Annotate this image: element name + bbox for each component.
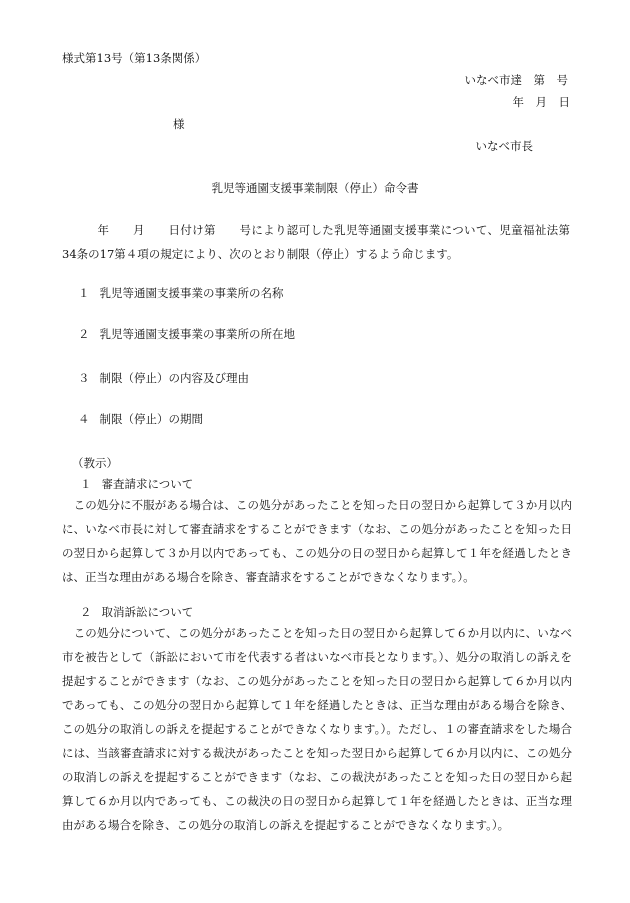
kyoji-title: 取消訴訟について [101,605,194,619]
kyoji-section-title [80,476,193,492]
item-number: ２ [78,327,90,341]
issuer: いなべ市長 [475,139,533,153]
item-label: 制限（停止）の内容及び理由 [99,371,249,385]
list-item [78,285,284,301]
item-number: ３ [78,371,90,385]
item-number: ４ [78,412,90,426]
item-label: 乳児等通園支援事業の事業所の名称 [99,286,284,300]
issue-date: 年 月 日 [512,95,570,109]
kyoji-heading: （教示） [72,456,118,470]
item-label: 乳児等通園支援事業の事業所の所在地 [99,327,295,341]
kyoji-section-title [80,604,193,620]
kyoji-number: ２ [80,605,92,619]
item-number: １ [78,286,90,300]
kyoji-section-body: この処分について、この処分があったことを知った日の翌日から起算して６か月以内に、いなべ市を被告として（訴訟において市を代表する者はいなべ市長となります。）、処分の取消しの訴えを提起することができます（なお、この処分があったことを知った日の翌日から起算して６か月以内であっても、この処分の翌日から起算して１年を経過したときは、正当な理由がある場合を除き、この処分の取消しの訴えを提起することができなくなります。）。ただし、１の審査請求をした場合には、当該審査請求に対する裁決があったことを知った翌日から起算して６か月以内に、この処分の取消しの訴えを提起することができます（なお、この裁決があったことを知った日の翌日から起算して６か月以内であっても、この裁決の日の翌日から起算して１年を経過したときは、正当な理由がある場合を除き、この処分の取消しの訴えを提起することができなくなります。）。 [62,626,572,832]
list-item [78,370,249,386]
document-title: 乳児等通園支援事業制限（停止）命令書 [211,181,419,195]
form-number: 様式第13号（第13条関係） [62,51,207,65]
addressee: 様 [173,117,185,131]
item-label: 制限（停止）の期間 [99,412,203,426]
kyoji-number: １ [80,477,92,491]
kyoji-title: 審査請求について [101,477,194,491]
intro-paragraph: 年 月 日付け第 号により認可した乳児等通園支援事業について、児童福祉法第34条の17第４項の規定により、次のとおり制限（停止）するよう命じます。 [62,223,570,261]
list-item [78,411,203,427]
list-item [78,326,295,342]
kyoji-section-body: この処分に不服がある場合は、この処分があったことを知った日の翌日から起算して３か月以内に、いなべ市長に対して審査請求をすることができます（なお、この処分があったことを知った日の翌日から起算して３か月以内であっても、この処分の日の翌日から起算して１年を経過したときは、正当な理由がある場合を除き、審査請求をすることができなくなります。）。 [62,498,572,584]
document-number: いなべ市達 第 号 [464,73,568,87]
